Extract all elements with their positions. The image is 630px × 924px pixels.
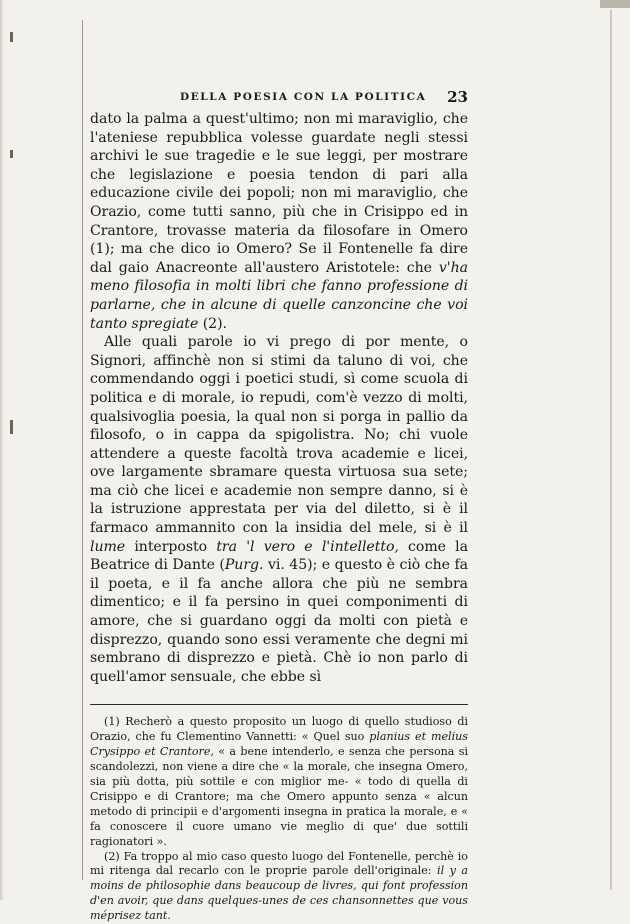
italic-text: tra 'l vero e l'intelletto, <box>216 538 399 555</box>
italic-text: lume <box>90 538 126 555</box>
text-run: come la Beatrice di Dante ( <box>90 538 468 574</box>
italic-text: il y a moins de philosophie dans beaucoup de livres, qui font profession d'en avoir, que dans quelques-unes de ces chansonnettes que vous méprisez tant. <box>90 864 469 923</box>
running-head: DELLA POESIA CON LA POLITICA <box>180 91 427 103</box>
scan-left-edge <box>0 0 4 900</box>
italic-text: planius et melius Crysippo et Crantore, <box>90 730 468 759</box>
footnotes <box>90 715 468 924</box>
footnote <box>90 850 468 924</box>
page <box>90 88 468 924</box>
footnote-rule <box>90 704 468 705</box>
margin-mark-lower <box>10 420 13 434</box>
text-run: (2). <box>198 315 227 332</box>
scan-right-edge <box>610 10 612 890</box>
page-number: 23 <box>447 88 468 106</box>
scan-corner <box>600 0 630 8</box>
paragraph <box>90 333 468 686</box>
italic-text: v'ha meno filosofia in molti libri che fanno professione di parlarne, che in alcune di quelle canzoncine che voi tanto spregiate <box>90 259 468 332</box>
text-run: Alle quali parole io vi prego di por mente, o Signori, affinchè non si stimi da taluno di voi, che commendando oggi i poetici studi, sì come scuola di politica e di morale, io repudi, com'è vezzo di molti, qualsivoglia poesia, la qual non si porga in pallio da filosofo, o in cappa da spigolistra. No; chi vuole attendere a queste facoltà trova academie e licei, ove largamente sbramare questa virtuosa sua sete; ma ciò che licei e academie non sempre danno, si è la istruzione apprestata per via del diletto, si è il farmaco ammannito con la insidia del mele, si è il <box>90 334 468 537</box>
page-header <box>90 88 468 110</box>
paragraph <box>90 110 468 333</box>
text-run: (2) Fa troppo al mio caso questo luogo del Fontenelle, perchè io mi ritenga dal recarlo con le proprie parole dell'originale: <box>90 849 468 878</box>
gutter-line <box>82 20 83 880</box>
text-run: interposto <box>125 538 217 555</box>
text-run: dato la palma a quest'ultimo; non mi maraviglio, che l'ateniese repubblica volesse guardate negli stessi archivi le sue tragedie e le sue leggi, per mostrare che legislazione e poesia tendon di pari alla educazione civile dei popoli; non mi maraviglio, che Orazio, come tutti sanno, più che in Crisippo ed in Crantore, trovasse materia da filosofare in Omero (1); ma che dico io Omero? Se il Fontenelle fa dire dal gaio Anacreonte all'austero Aristotele: che <box>90 111 468 276</box>
margin-mark-top <box>10 32 13 42</box>
footnote <box>90 715 468 849</box>
text-run: (1) Recherò a questo proposito un luogo di quello studioso di Orazio, che fu Clementino Vannetti: « Quel suo <box>90 715 468 744</box>
body-text <box>90 110 468 686</box>
italic-text: Purg. <box>224 557 264 574</box>
text-run: vi. 45); e questo è ciò che fa il poeta, e il fa anche allora che più ne sembra dimentico; e il fa persino in quei componimenti di amore, che si guardano oggi da molti con pietà e disprezzo, quando sono essi veramente che degni mi sembrano di disprezzo e pietà. Chè io non parlo di quell'amor sensuale, che ebbe sì <box>90 557 468 685</box>
margin-mark-middle <box>10 150 13 158</box>
text-run: « a bene intenderlo, e senza che persona si scandolezzi, non viene a dire che « la morale, che insegna Omero, sia più dotta, più sottile e con miglior me- « todo di quella di Crisippo e di Crantore; ma che Omero appunto senza « alcun metodo di principii e d'argomenti insegna in pratica la morale, e « fa conoscere il cuore umano vie meglio di que' due sottili ragionatori ». <box>90 745 468 848</box>
